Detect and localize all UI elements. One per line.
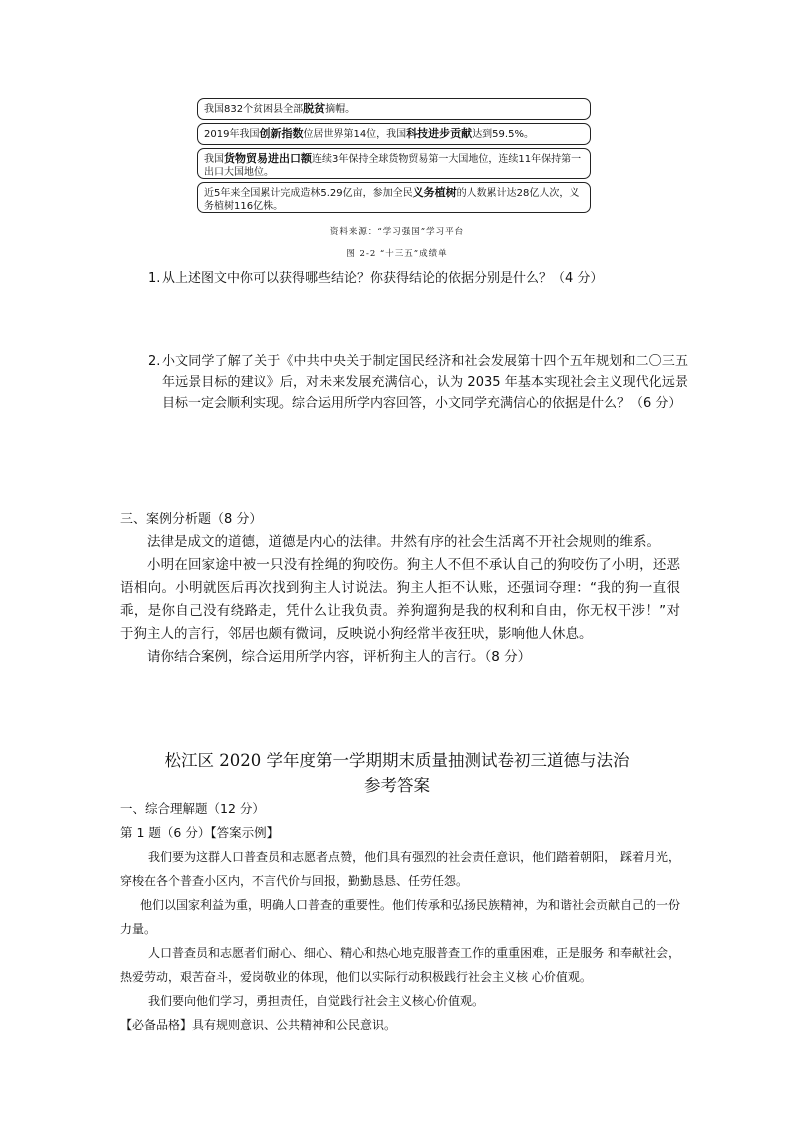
case-analysis-section [120, 508, 680, 669]
achievement-box-afforestation: 近5年来全国累计完成造林5.29亿亩，参加全民义务植树的人数累计达28亿人次，义务植树116亿株。 [197, 182, 591, 213]
answer-required-quality: 【必备品格】具有规则意识、公共精神和公民意识。 [120, 1018, 397, 1032]
answer-q1-header: 第 1 题（6 分）【答案示例】 [120, 825, 280, 840]
answer-paragraph-2: 他们以国家利益为重，明确人口普查的重要性。他们传承和弘扬民族精神，为和谐社会贡献自己的一份力量。 [120, 898, 681, 936]
question-2: 2. 小文同学了解了关于《中共中央关于制定国民经济和社会发展第十四个五年规划和二〇三五年远景目标的建议》后，对未来发展充满信心，认为 2035 年基本实现社会主义现代化远景目标一定会顺利实现。综合运用所学内容回答，小文同学充满信心的依据是什么？（6 分） [148, 354, 688, 411]
question-1: 1. 从上述图文中你可以获得哪些结论？你获得结论的依据分别是什么？（4 分） [148, 271, 604, 286]
case-intro: 法律是成文的道德，道德是内心的法律。井然有序的社会生活离不开社会规则的维系。 [147, 534, 660, 550]
answer-paragraph-1: 我们要为这群人口普查员和志愿者点赞，他们具有强烈的社会责任意识，他们踏着朝阳， 踩着月光，穿梭在各个普查小区内，不言代价与回报，勤勤恳恳、任劳任怨。 [120, 850, 680, 888]
source-caption: 资料来源：“学习强国”学习平台 [329, 227, 465, 237]
answer-body [120, 797, 680, 1037]
case-story: 小明在回家途中被一只没有拴绳的狗咬伤。狗主人不但不承认自己的狗咬伤了小明，还恶语相向。小明就医后再次找到狗主人讨说法。狗主人拒不认账，还强词夺理：“我的狗一直很乖，是你自己没有绕路走，凭什么让我负责。养狗遛狗是我的权利和自由，你无权干涉！”对于狗主人的言行，邻居也颇有微词，反映说小狗经常半夜狂吠，影响他人休息。 [120, 557, 680, 642]
case-task: 请你结合案例，综合运用所学内容，评析狗主人的言行。（8 分） [147, 649, 532, 665]
achievement-box-innovation: 2019年我国创新指数位居世界第14位，我国科技进步贡献达到59.5%。 [197, 123, 591, 145]
answer-title: 松江区 2020 学年度第一学期期末质量抽测试卷初三道德与法治 [164, 751, 630, 770]
achievement-box-trade: 我国货物贸易进出口额连续3年保持全球货物贸易第一大国地位，连续11年保持第一出口大国地位。 [197, 148, 591, 179]
figure-caption: 图 2-2 “十三五”成绩单 [346, 249, 448, 259]
answer-subtitle: 参考答案 [364, 776, 430, 795]
answer-paragraph-4: 我们要向他们学习，勇担责任，自觉践行社会主义核心价值观。 [148, 994, 485, 1008]
achievement-box-poverty: 我国832个贫困县全部脱贫摘帽。 [197, 98, 591, 120]
section-heading: 三、案例分析题（8 分） [120, 512, 263, 527]
answer-section-heading: 一、综合理解题（12 分） [120, 801, 265, 816]
answer-paragraph-3: 人口普查员和志愿者们耐心、细心、精心和热心地克服普查工作的重重困难，正是服务 和奉献社会，热爱劳动，艰苦奋斗，爱岗敬业的体现，他们以实际行动积极践行社会主义核 心价值观。 [120, 946, 680, 984]
